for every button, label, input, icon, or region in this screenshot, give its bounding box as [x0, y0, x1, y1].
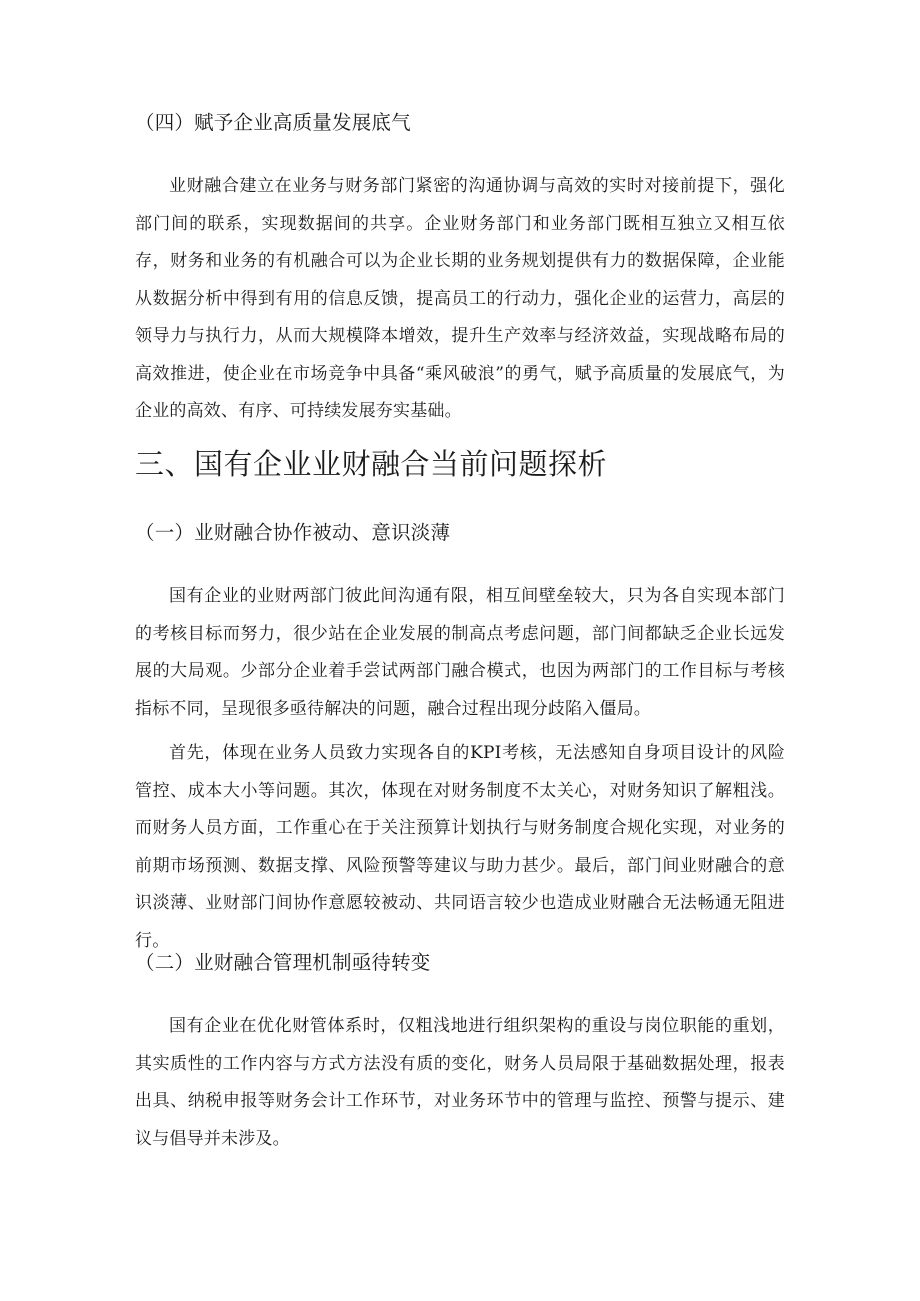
- section-subheading: （四）赋予企业高质量发展底气: [135, 111, 411, 134]
- section-subheading: （二）业财融合管理机制亟待转变: [135, 951, 431, 974]
- body-paragraph: 首先，体现在业务人员致力实现各自的KPI考核，无法感知自身项目设计的风险管控、成本大小等问题。其次，体现在对财务制度不太关心，对财务知识了解粗浅。而财务人员方面，工作重心在于关注预算计划执行与财务制度合规化实现，对业务的前期市场预测、数据支撑、风险预警等建议与助力甚少。最后，部门间业财融合的意识淡薄、业财部门间协作意愿较被动、共同语言较少也造成业财融合无法畅通无阻进行。: [135, 743, 785, 951]
- body-paragraph: 国有企业在优化财管体系时，仅粗浅地进行组织架构的重设与岗位职能的重划，其实质性的工作内容与方式方法没有质的变化，财务人员局限于基础数据处理，报表出具、纳税申报等财务会计工作环节，对业务环节中的管理与监控、预警与提示、建议与倡导并未涉及。: [135, 1016, 785, 1149]
- body-paragraph: 业财融合建立在业务与财务部门紧密的沟通协调与高效的实时对接前提下，强化部门间的联系，实现数据间的共享。企业财务部门和业务部门既相互独立又相互依存，财务和业务的有机融合可以为企业长期的业务规划提供有力的数据保障，企业能从数据分析中得到有用的信息反馈，提高员工的行动力，强化企业的运营力，高层的领导力与执行力，从而大规模降本增效，提升生产效率与经济效益，实现战略布局的高效推进，使企业在市场竞争中具备“乘风破浪”的勇气，赋予高质量的发展底气，为企业的高效、有序、可持续发展夯实基础。: [135, 176, 785, 421]
- body-paragraph: 国有企业的业财两部门彼此间沟通有限，相互间壁垒较大，只为各自实现本部门的考核目标而努力，很少站在企业发展的制高点考虑问题，部门间都缺乏企业长远发展的大局观。少部分企业着手尝试两部门融合模式，也因为两部门的工作目标与考核指标不同，呈现很多亟待解决的问题，融合过程出现分歧陷入僵局。: [135, 586, 785, 719]
- section-heading: 三、国有企业业财融合当前问题探析: [135, 447, 608, 481]
- section-subheading: （一）业财融合协作被动、意识淡薄: [135, 521, 451, 544]
